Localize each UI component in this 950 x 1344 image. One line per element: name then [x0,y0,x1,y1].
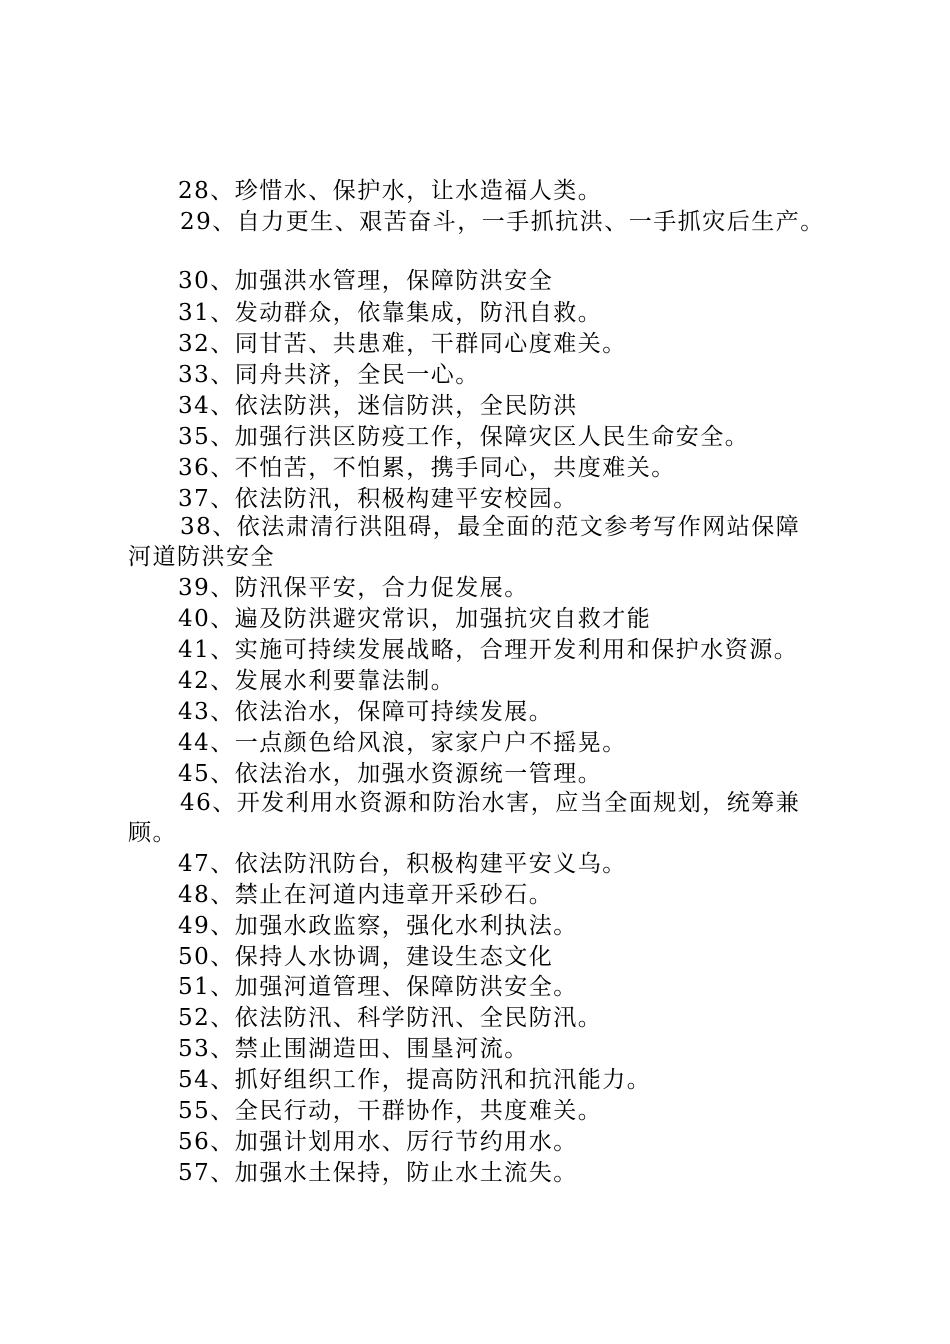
list-item-56: 56、加强计划用水、厉行节约用水。 [178,1129,578,1155]
list-item-29: 29、自力更生、艰苦奋斗，一手抓抗洪、一手抓灾后生产。 [180,209,825,235]
list-item-57: 57、加强水土保持，防止水土流失。 [178,1160,578,1186]
list-item-37: 37、依法防汛，积极构建平安校园。 [178,486,578,512]
list-item-31: 31、发动群众，依靠集成，防汛自救。 [178,300,603,326]
list-item-28: 28、珍惜水、保护水，让水造福人类。 [178,178,603,204]
list-item-54: 54、抓好组织工作，提高防汛和抗汛能力。 [178,1067,652,1093]
list-item-38: 38、依法肃清行洪阻碍，最全面的范文参考写作网站保障 [180,514,801,540]
list-item-48: 48、禁止在河道内违章开采砂石。 [178,882,554,908]
list-item-39: 39、防汛保平安，合力促发展。 [178,575,529,601]
list-item-34: 34、依法防洪，迷信防洪，全民防洪 [178,393,578,419]
list-item-44: 44、一点颜色给风浪，家家户户不摇晃。 [178,730,627,756]
list-item-40: 40、遍及防洪避灾常识，加强抗灾自救才能 [178,606,652,632]
list-item-46-continued: 顾。 [128,820,177,846]
list-item-45: 45、依法治水，加强水资源统一管理。 [178,761,603,787]
list-item-50: 50、保持人水协调，建设生态文化 [178,944,554,970]
list-item-30: 30、加强洪水管理，保障防洪安全 [178,268,554,294]
list-item-47: 47、依法防汛防台，积极构建平安义乌。 [178,851,627,877]
list-item-52: 52、依法防汛、科学防汛、全民防汛。 [178,1005,603,1031]
list-item-32: 32、同甘苦、共患难，干群同心度难关。 [178,331,627,357]
list-item-38-continued: 河道防洪安全 [128,544,275,570]
list-item-53: 53、禁止围湖造田、围垦河流。 [178,1036,529,1062]
list-item-35: 35、加强行洪区防疫工作，保障灾区人民生命安全。 [178,424,750,450]
list-item-41: 41、实施可持续发展战略，合理开发利用和保护水资源。 [178,637,799,663]
list-item-36: 36、不怕苦，不怕累，携手同心，共度难关。 [178,455,676,481]
list-item-43: 43、依法治水，保障可持续发展。 [178,699,554,725]
list-item-49: 49、加强水政监察，强化水利执法。 [178,913,578,939]
list-item-46: 46、开发利用水资源和防治水害，应当全面规划，统筹兼 [180,790,801,816]
list-item-51: 51、加强河道管理、保障防洪安全。 [178,974,578,1000]
list-item-42: 42、发展水利要靠法制。 [178,668,456,694]
list-item-33: 33、同舟共济，全民一心。 [178,362,480,388]
list-item-55: 55、全民行动，干群协作，共度难关。 [178,1098,603,1124]
